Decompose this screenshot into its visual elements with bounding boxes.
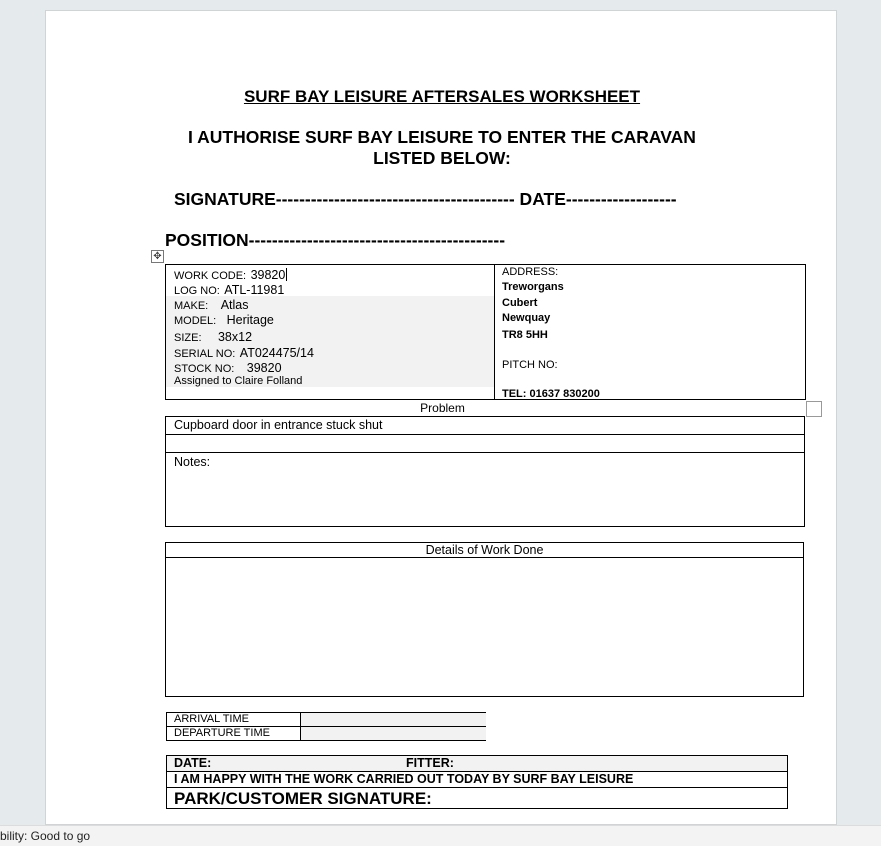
work-done-table[interactable] <box>165 542 804 697</box>
work-code-label: WORK CODE: <box>174 270 247 282</box>
add-row-box[interactable] <box>806 401 822 417</box>
address-cell[interactable] <box>495 265 805 399</box>
work-done-header: Details of Work Done <box>166 543 803 558</box>
position-line: POSITION-------------------------------------------- <box>165 230 506 250</box>
caravan-details-table <box>165 264 806 400</box>
size-label: SIZE: <box>174 332 202 344</box>
departure-time-row <box>167 727 485 740</box>
problem-table[interactable] <box>165 416 805 527</box>
arrival-time-label: ARRIVAL TIME <box>174 713 249 725</box>
address-line-1: Treworgans <box>502 281 564 293</box>
serial-label: SERIAL NO: <box>174 348 236 360</box>
arrival-time-value[interactable] <box>300 713 486 726</box>
divider <box>166 434 804 435</box>
log-no-value: ATL-11981 <box>224 283 285 297</box>
signoff-table[interactable] <box>166 755 788 809</box>
address-line-2: Cubert <box>502 297 538 309</box>
authorisation-line-1: I AUTHORISE SURF BAY LEISURE TO ENTER THE CARAVAN <box>188 127 696 147</box>
document-title: SURF BAY LEISURE AFTERSALES WORKSHEET <box>243 87 641 106</box>
satisfaction-text: I AM HAPPY WITH THE WORK CARRIED OUT TODAY BY SURF BAY LEISURE <box>174 772 634 786</box>
signature-date-line: SIGNATURE----------------------------------------- DATE------------------- <box>174 189 677 209</box>
status-bar <box>0 825 881 846</box>
table-move-handle-icon[interactable]: ✥ <box>151 250 164 263</box>
text-cursor <box>286 268 287 281</box>
assigned-to: Assigned to Claire Folland <box>174 375 303 387</box>
stock-value: 39820 <box>246 361 282 375</box>
arrival-time-row <box>167 713 485 726</box>
serial-value: AT024475/14 <box>239 346 314 360</box>
time-table[interactable] <box>166 712 486 741</box>
customer-signature-row <box>167 788 787 808</box>
log-no-label: LOG NO: <box>174 285 220 297</box>
date-label: DATE: <box>174 756 212 770</box>
date-fitter-row <box>167 756 787 772</box>
problem-description: Cupboard door in entrance stuck shut <box>174 418 383 432</box>
satisfaction-row <box>167 772 787 788</box>
problem-label: Problem <box>420 401 465 415</box>
address-postcode: TR8 5HH <box>502 329 548 341</box>
authorisation-line-2: LISTED BELOW: <box>373 148 511 168</box>
model-value: Heritage <box>226 313 274 327</box>
telephone: TEL: 01637 830200 <box>502 388 600 400</box>
address-line-3: Newquay <box>502 312 551 324</box>
model-label: MODEL: <box>174 315 217 327</box>
address-label: ADDRESS: <box>502 266 559 278</box>
make-value: Atlas <box>220 298 249 312</box>
work-code-value: 39820 <box>250 268 286 282</box>
departure-time-label: DEPARTURE TIME <box>174 727 270 739</box>
size-value: 38x12 <box>217 330 253 344</box>
stock-label: STOCK NO: <box>174 363 235 375</box>
departure-time-value[interactable] <box>300 727 486 740</box>
pitch-no-label: PITCH NO: <box>502 359 558 371</box>
authorisation-text <box>46 127 838 169</box>
caravan-details-cell[interactable] <box>166 265 495 399</box>
model-row <box>174 311 274 329</box>
document-page <box>45 10 837 825</box>
accessibility-status[interactable]: bility: Good to go <box>0 829 91 843</box>
fitter-label: FITTER: <box>406 756 454 770</box>
notes-label: Notes: <box>174 455 211 469</box>
customer-signature-label: PARK/CUSTOMER SIGNATURE: <box>174 789 432 808</box>
make-label: MAKE: <box>174 300 209 312</box>
divider <box>166 452 804 453</box>
